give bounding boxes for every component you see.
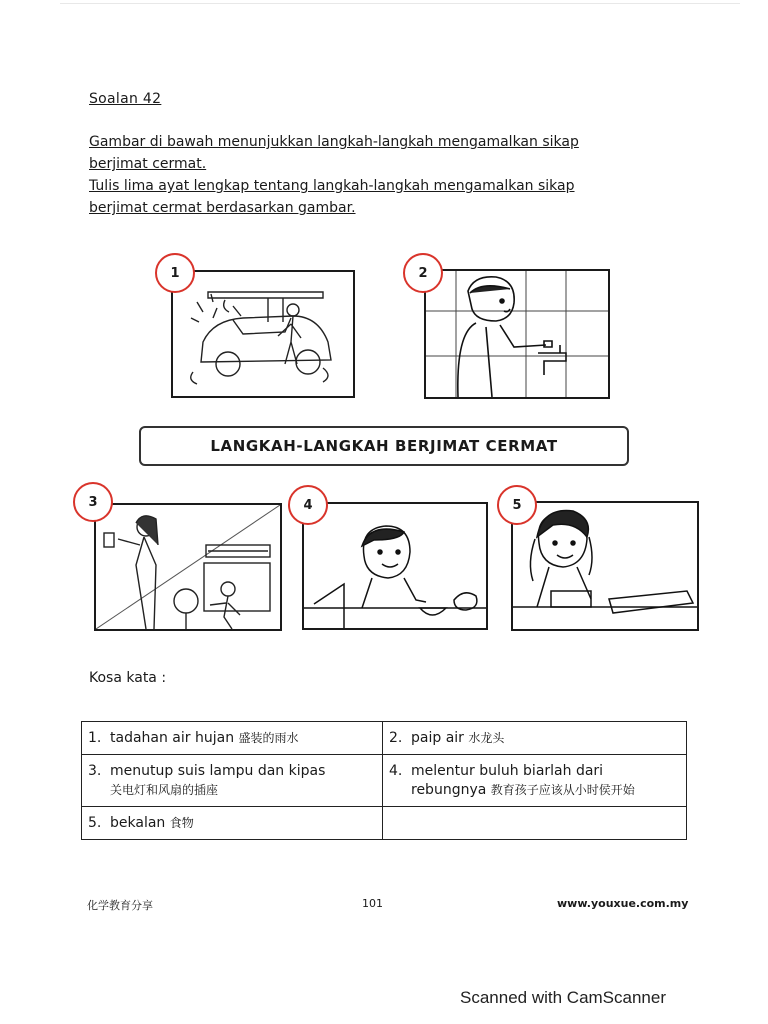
picture-5-packing-food [511, 501, 699, 631]
switch-off-illustration [96, 505, 280, 629]
vocab-item-5: 5. bekalan 食物 [82, 807, 383, 840]
instruction-line-1: Gambar di bawah menunjukkan langkah-langkah mengamalkan sikap [89, 134, 579, 150]
instructions [89, 131, 649, 219]
vocab-item-3: 3. menutup suis lampu dan kipas 关电灯和风扇的插座 [82, 755, 383, 807]
car-wash-illustration [173, 272, 353, 396]
picture-4-eating [302, 502, 488, 630]
vocab-item-2: 2. paip air 水龙头 [383, 722, 687, 755]
vocab-row [82, 807, 687, 840]
picture-3-switch-off [94, 503, 282, 631]
packing-food-illustration [513, 503, 697, 629]
picture-2-water-tap [424, 269, 610, 399]
eating-illustration [304, 504, 486, 628]
vocab-row [82, 722, 687, 755]
vocabulary-heading: Kosa kata : [89, 670, 167, 686]
vocab-empty-cell [383, 807, 687, 840]
vocab-row [82, 755, 687, 807]
badge-1: 1 [155, 253, 195, 293]
vocabulary-table [81, 721, 687, 840]
badge-2: 2 [403, 253, 443, 293]
scan-edge-line [60, 3, 740, 4]
instruction-line-2: berjimat cermat. [89, 156, 207, 172]
instruction-line-3: Tulis lima ayat lengkap tentang langkah-langkah mengamalkan sikap [89, 178, 575, 194]
vocab-item-4: 4. melentur buluh biarlah dari rebungnya 教育孩子应该从小时侯开始 [383, 755, 687, 807]
badge-4: 4 [288, 485, 328, 525]
water-tap-illustration [426, 271, 608, 397]
scanner-watermark: Scanned with CamScanner [460, 988, 667, 1007]
badge-5: 5 [497, 485, 537, 525]
badge-3: 3 [73, 482, 113, 522]
banner-title: LANGKAH-LANGKAH BERJIMAT CERMAT [139, 426, 629, 466]
vocab-item-1: 1. tadahan air hujan 盛装的雨水 [82, 722, 383, 755]
page-number: 101 [362, 897, 383, 910]
picture-1-car-wash [171, 270, 355, 398]
instruction-line-4: berjimat cermat berdasarkan gambar. [89, 200, 356, 216]
footer-source: 化学教育分享 [87, 899, 153, 912]
footer-website: www.youxue.com.my [557, 897, 689, 910]
question-number: Soalan 42 [89, 91, 162, 107]
